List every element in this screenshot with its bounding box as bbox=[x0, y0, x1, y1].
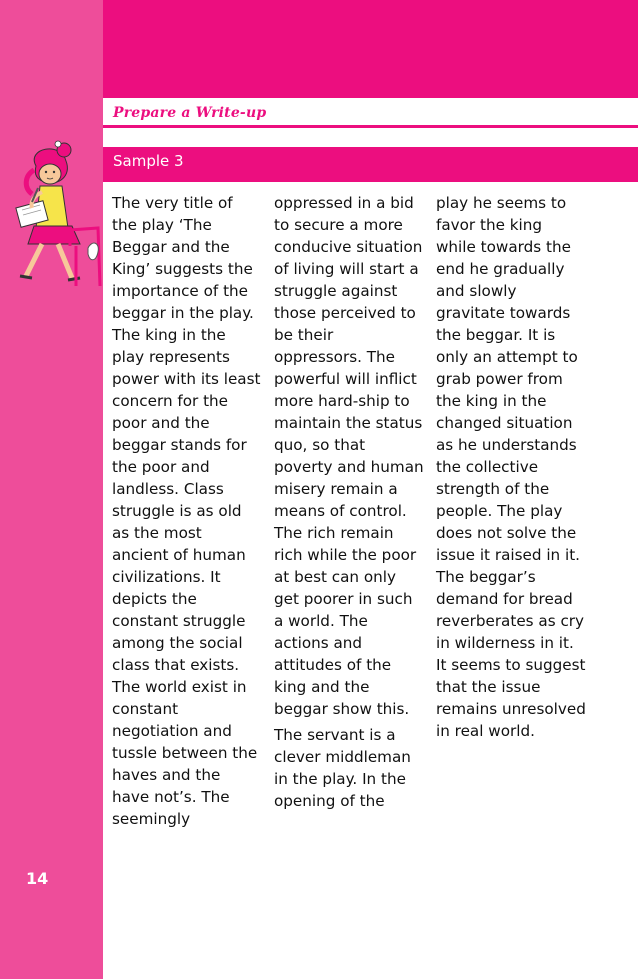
text-column-1 bbox=[112, 192, 262, 830]
paragraph: The servant is a clever middleman in the play. In the opening of the bbox=[274, 726, 411, 810]
girl-writing-icon bbox=[6, 136, 106, 291]
paragraph: play he seems to favor the king while towards the end he gradually and slowly gravitate towards the beggar. It is only an attempt to grab power from the king in the changed situation as he understands the collective strength of the people. The play does not solve the issue it raised in it. The beggar’s demand for bread reverberates as cry in wilderness in it. It seems to suggest that the issue remains unresolved in real world. bbox=[436, 194, 586, 740]
text-column-3 bbox=[436, 192, 586, 742]
section-title: Prepare a Write-up bbox=[113, 105, 267, 121]
sample-label: Sample 3 bbox=[113, 152, 184, 170]
paragraph: The very title of the play ‘The Beggar and the King’ suggests the importance of the beggar in the play. The king in the play represents power with its least concern for the poor and the beggar stands for the poor and landless. Class struggle is as old as the most ancient of human civilizations. It depicts the constant struggle among the social class that exists. The world exist in constant negotiation and tussle between the haves and the have not’s. The seemingly bbox=[112, 194, 261, 828]
header-divider bbox=[103, 125, 638, 128]
page-number: 14 bbox=[26, 869, 49, 888]
top-banner bbox=[103, 0, 638, 98]
text-column-2 bbox=[274, 192, 424, 812]
paragraph: oppressed in a bid to secure a more conducive situation of living will start a struggle against those perceived to be their oppressors. The powerful will inflict more hard-ship to maintain the status quo, so that poverty and human misery remain a means of control. The rich remain rich while the poor at best can only get poorer in such a world. The actions and attitudes of the king and the beggar show this. bbox=[274, 194, 424, 718]
